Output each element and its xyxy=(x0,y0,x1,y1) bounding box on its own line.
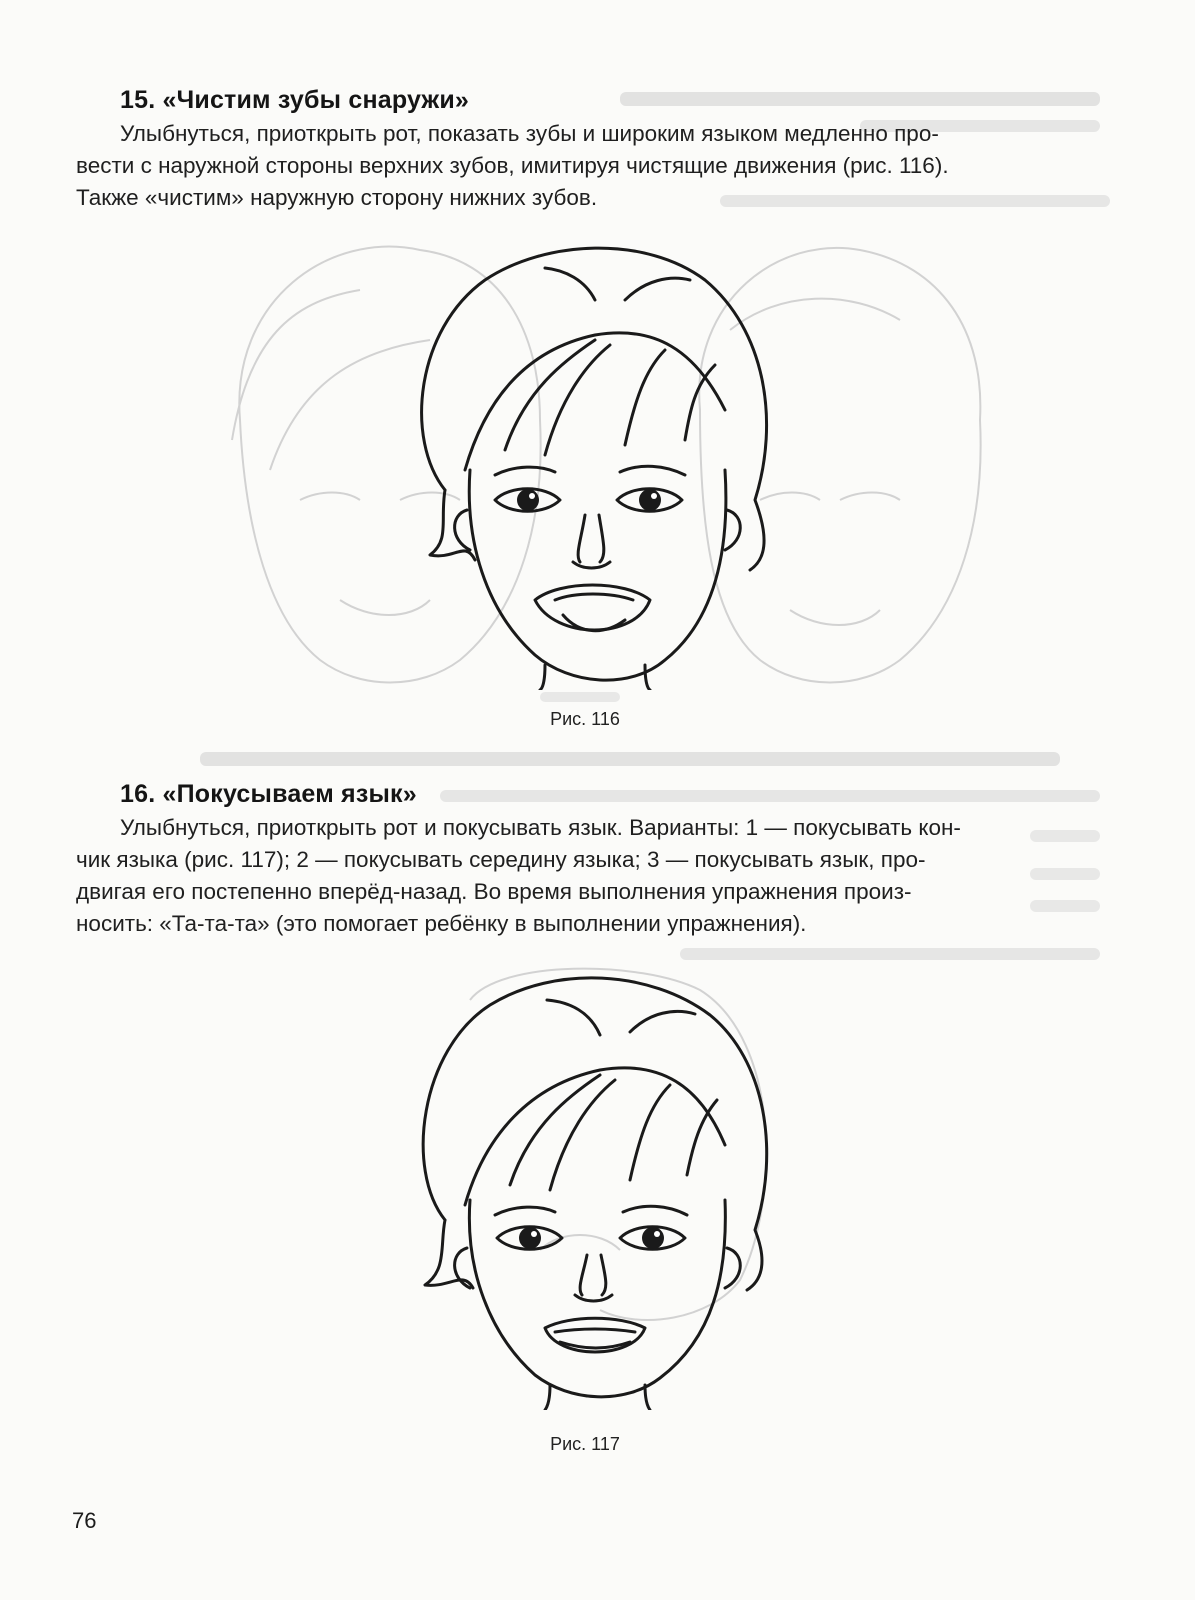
exercise-15-description xyxy=(76,118,1106,214)
text-line: носить: «Та-та-та» (это помогает ребёнку в выполнении упражнения). xyxy=(76,911,807,936)
figure-116-illustration xyxy=(395,240,795,690)
exercise-16-description xyxy=(76,812,1106,940)
text-line: вести с наружной стороны верхних зубов, имитируя чистящие движения (рис. 116). xyxy=(76,153,949,178)
figure-117-caption: Рис. 117 xyxy=(550,1434,620,1454)
exercise-16-title: 16. «Покусываем язык» xyxy=(120,780,417,808)
figure-116-caption: Рис. 116 xyxy=(550,709,620,729)
exercise-15-title: 15. «Чистим зубы снаружи» xyxy=(120,86,469,114)
text-line: Улыбнуться, приоткрыть рот, показать зубы и широким языком медленно про- xyxy=(120,121,939,146)
text-line: двигая его постепенно вперёд-назад. Во время выполнения упражнения произ- xyxy=(76,879,912,904)
text-line: Улыбнуться, приоткрыть рот и покусывать язык. Варианты: 1 — покусывать кон- xyxy=(120,815,961,840)
text-line: чик языка (рис. 117); 2 — покусывать середину языка; 3 — покусывать язык, про- xyxy=(76,847,926,872)
figure-117-illustration xyxy=(395,970,795,1410)
text-line: Также «чистим» наружную сторону нижних зубов. xyxy=(76,185,598,210)
page-number: 76 xyxy=(72,1508,97,1533)
